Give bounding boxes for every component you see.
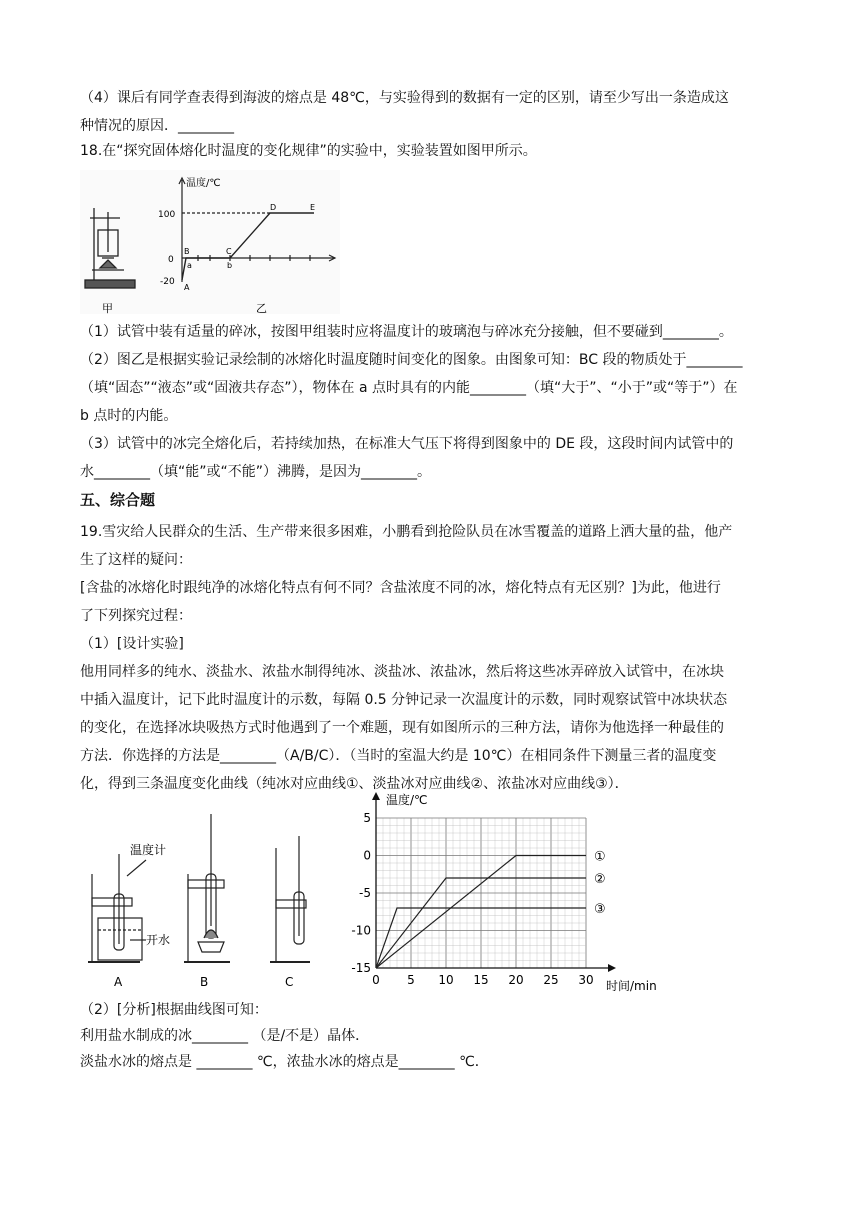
chart-grid	[376, 818, 586, 968]
q19-l1: 19.雪灾给人民群众的生活、生产带来很多困难，小鹏看到抢险队员在冰雪覆盖的道路上洒大量的盐，他产	[80, 524, 733, 540]
graph-yi	[179, 178, 335, 282]
q18-p2c: b 点时的内能。	[80, 408, 178, 424]
q18-p3b: 水________（填“能”或“不能”）沸腾，是因为________。	[80, 464, 432, 480]
series-label-1: ①	[594, 849, 606, 865]
q19-l3: [含盐的冰熔化时跟纯净的冰熔化特点有何不同？含盐浓度不同的冰，熔化特点有无区别？]为此，他进行	[80, 580, 721, 596]
q19-l5: （1）[设计实验]	[80, 636, 184, 652]
y-tick-label: -15	[351, 961, 371, 975]
q17-line4a: （4）课后有同学查表得到海波的熔点是 48℃，与实验得到的数据有一定的区别，请至少写出一条造成这	[80, 90, 729, 106]
chart-xlabel: 时间/min	[606, 979, 657, 993]
y-axis-arrow	[372, 792, 380, 800]
point-A: A	[184, 283, 190, 292]
thermometer-label: 温度计	[130, 843, 167, 857]
q18-figure	[80, 170, 340, 314]
q18-p1: （1）试管中装有适量的碎冰，按图甲组装时应将温度计的玻璃泡与碎冰充分接触，但不要碰到________。	[80, 324, 733, 340]
q19-l4: 了下列探究过程：	[80, 608, 192, 624]
point-B: B	[184, 247, 190, 256]
y-tick-label: -5	[359, 886, 371, 900]
q19-l7: 中插入温度计，记下此时温度计的示数，每隔 0.5 分钟记录一次温度计的示数，同时观察试管中冰块状态	[80, 692, 728, 708]
point-b: b	[227, 261, 233, 270]
tick-100: 100	[158, 210, 176, 220]
fig-yi-label: 乙	[256, 302, 267, 314]
chart-ylabel: 温度/℃	[386, 793, 428, 807]
x-tick-label: 20	[508, 973, 524, 987]
water-label: 开水	[146, 933, 171, 947]
q19-apparatus-svg	[80, 814, 330, 994]
q19-l2: 生了这样的疑问：	[80, 552, 192, 568]
y-tick-label: 0	[363, 848, 371, 863]
apparatus-C	[270, 836, 310, 962]
tick-neg20: -20	[160, 277, 175, 287]
q19-p2a: 利用盐水制成的冰________ （是/不是）晶体．	[80, 1028, 370, 1044]
q19-p2: （2）[分析]根据曲线图可知：	[80, 1002, 268, 1018]
x-tick-label: 25	[543, 973, 559, 987]
apparatus-B	[184, 814, 230, 962]
q18-figure-svg	[80, 170, 340, 314]
q17-line4b: 种情况的原因．________	[80, 118, 234, 134]
q19-apparatus	[80, 814, 330, 994]
x-tick-label: 5	[407, 973, 415, 987]
x-tick-label: 30	[578, 973, 594, 987]
y-tick-label: -10	[351, 923, 371, 938]
q19-l8: 的变化，在选择冰块吸热方式时他遇到了一个难题，现有如图所示的三种方法，请你为他选择一种最佳的	[80, 720, 724, 736]
q18-p2b: （填“固态”“液态”或“固液共存态”），物体在 a 点时具有的内能________（填“大于”、“小于”或“等于”）在	[80, 380, 738, 396]
point-D: D	[270, 203, 277, 212]
x-tick-label: 15	[473, 973, 489, 987]
x-axis-arrow	[608, 964, 616, 972]
fig-jia-label: 甲	[102, 302, 113, 314]
series-label-3: ③	[594, 902, 606, 917]
point-C: C	[226, 247, 232, 256]
series-label-2: ②	[594, 872, 606, 887]
tick-0: 0	[168, 255, 174, 265]
apparatus-A-label: A	[114, 975, 123, 989]
apparatus-jia	[85, 208, 135, 288]
x-tick-label: 0	[372, 973, 380, 987]
q18-p3a: （3）试管中的冰完全熔化后，若持续加热，在标准大气压下将得到图象中的 DE 段，这段时间内试管中的	[80, 436, 734, 452]
apparatus-C-label: C	[285, 975, 294, 989]
q18-p2a: （2）图乙是根据实验记录绘制的冰熔化时温度随时间变化的图象。由图象可知：BC 段的物质处于________	[80, 352, 743, 368]
y-tick-label: 5	[363, 811, 371, 825]
q19-chart	[344, 790, 684, 1000]
temperature-chart	[344, 790, 684, 1000]
section-title: 五、综合题	[80, 491, 156, 509]
x-tick-label: 10	[438, 973, 454, 987]
point-a: a	[187, 261, 192, 270]
q19-p2b: 淡盐水冰的熔点是 ________ ℃，浓盐水冰的熔点是________ ℃．	[80, 1054, 489, 1070]
graph-ylabel: 温度/℃	[186, 178, 221, 189]
point-E: E	[310, 203, 316, 212]
q19-l9: 方法．你选择的方法是________（A/B/C）．（当时的室温大约是 10℃）在相同条件下测量三者的温度变	[80, 748, 717, 764]
q19-l10: 化，得到三条温度变化曲线（纯冰对应曲线①、淡盐冰对应曲线②、浓盐冰对应曲线③）．	[80, 776, 629, 792]
apparatus-B-label: B	[200, 975, 209, 989]
apparatus-A	[88, 854, 146, 962]
q19-l6: 他用同样多的纯水、淡盐水、浓盐水制得纯冰、淡盐冰、浓盐冰，然后将这些冰弄碎放入试管中，在冰块	[80, 664, 724, 680]
q18-stem: 18.在“探究固体熔化时温度的变化规律”的实验中，实验装置如图甲所示。	[80, 143, 537, 159]
chart-axes	[372, 792, 616, 972]
